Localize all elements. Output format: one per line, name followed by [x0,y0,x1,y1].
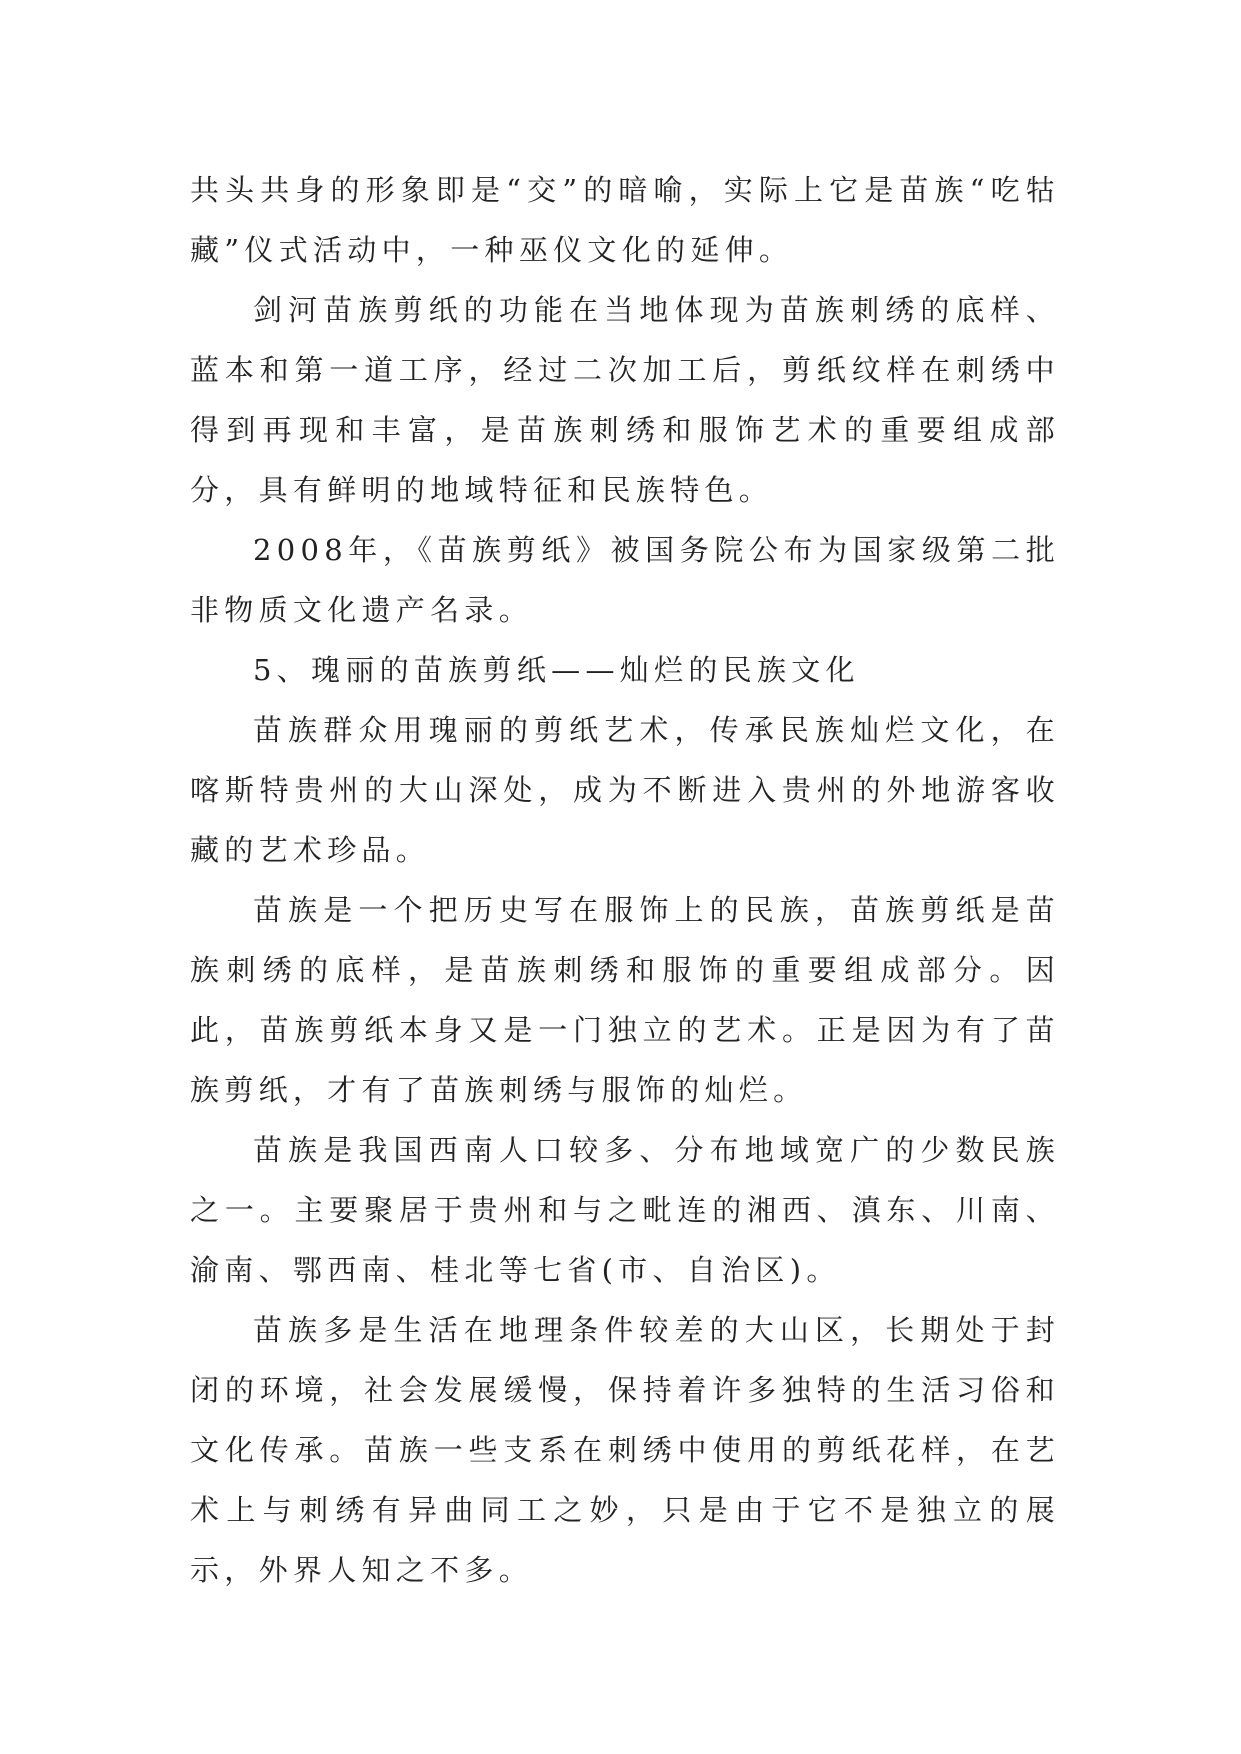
paragraph-7: 苗族多是生活在地理条件较差的大山区，长期处于封闭的环境，社会发展缓慢，保持着许多独特的生活习俗和文化传承。苗族一些支系在刺绣中使用的剪纸花样，在艺术上与刺绣有异曲同工之妙，只是由于它不是独立的展示，外界人知之不多。 [190,1313,1060,1587]
document-body [190,160,1060,1600]
paragraph-2: 剑河苗族剪纸的功能在当地体现为苗族刺绣的底样、蓝本和第一道工序，经过二次加工后，剪纸纹样在刺绣中得到再现和丰富，是苗族刺绣和服饰艺术的重要组成部分，具有鲜明的地域特征和民族特色。 [190,293,1060,507]
section-heading: 5、瑰丽的苗族剪纸——灿烂的民族文化 [253,653,860,687]
paragraph-4: 苗族群众用瑰丽的剪纸艺术，传承民族灿烂文化，在喀斯特贵州的大山深处，成为不断进入贵州的外地游客收藏的艺术珍品。 [190,713,1060,867]
paragraph-3: 2008年，《苗族剪纸》被国务院公布为国家级第二批非物质文化遗产名录。 [190,533,1060,627]
paragraph-6: 苗族是我国西南人口较多、分布地域宽广的少数民族之一。主要聚居于贵州和与之毗连的湘西、滇东、川南、渝南、鄂西南、桂北等七省(市、自治区)。 [190,1133,1060,1287]
paragraph-5: 苗族是一个把历史写在服饰上的民族，苗族剪纸是苗族刺绣的底样，是苗族刺绣和服饰的重要组成部分。因此，苗族剪纸本身又是一门独立的艺术。正是因为有了苗族剪纸，才有了苗族刺绣与服饰的灿烂。 [190,893,1060,1107]
paragraph-1: 共头共身的形象即是“交”的暗喻，实际上它是苗族“吃牯藏”仪式活动中，一种巫仪文化的延伸。 [190,173,1060,267]
